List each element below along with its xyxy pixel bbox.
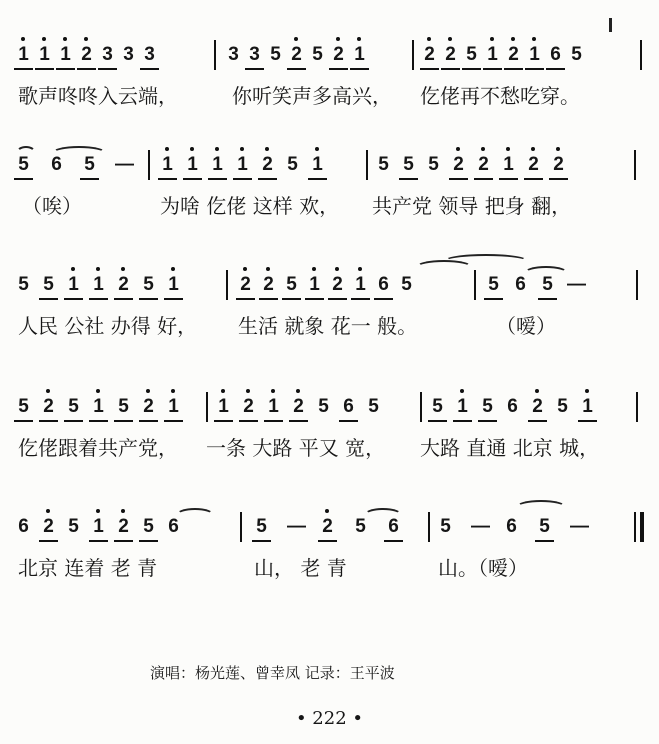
note: 5: [16, 396, 31, 418]
note: 5: [571, 44, 582, 65]
note-underline: [535, 540, 554, 542]
note-underline: [449, 178, 468, 180]
notation-row: [0, 266, 659, 302]
note-underline: [158, 178, 177, 180]
note-underline: [399, 178, 418, 180]
lyrics-row: [0, 80, 659, 112]
note: 2: [116, 274, 131, 296]
note: 1: [66, 274, 81, 296]
barline: [474, 270, 476, 300]
note: 1: [352, 44, 367, 66]
octave-dot: [427, 37, 431, 41]
note: 5: [16, 154, 31, 176]
octave-dot: [21, 37, 25, 41]
note: 2: [506, 44, 521, 66]
lyric-text: 北京 连着 老 青: [18, 556, 158, 580]
notation-row: [0, 388, 659, 424]
note-underline: [374, 298, 393, 300]
measure-10: [16, 388, 206, 424]
barline: [636, 392, 638, 422]
octave-dot: [271, 389, 275, 393]
note: 6: [386, 516, 401, 538]
note-underline: [56, 68, 75, 70]
note: 5: [68, 516, 79, 537]
barline: [634, 150, 636, 180]
note: 5: [355, 516, 366, 537]
octave-dot: [171, 389, 175, 393]
measure-12: [430, 388, 630, 424]
note: 2: [41, 516, 56, 538]
note: 5: [428, 154, 439, 175]
measure-2: [226, 36, 416, 72]
note: —: [471, 516, 490, 537]
measure-11: [216, 388, 406, 424]
note-underline: [549, 178, 568, 180]
note: 6: [506, 516, 517, 537]
note: 2: [320, 516, 335, 538]
note-underline: [164, 298, 183, 300]
note-underline: [289, 420, 308, 422]
note: 6: [515, 274, 526, 295]
measure-13: [16, 508, 226, 544]
octave-dot: [294, 37, 298, 41]
lyric-text: 你听笑声多高兴，: [232, 84, 392, 108]
note: 6: [51, 154, 62, 175]
octave-dot: [246, 389, 250, 393]
note-underline: [14, 178, 33, 180]
note: 6: [548, 44, 563, 66]
note: 2: [241, 396, 256, 418]
octave-dot: [325, 509, 329, 513]
score-line-2: [0, 146, 659, 236]
note-underline: [484, 298, 503, 300]
note: 5: [537, 516, 552, 538]
octave-dot: [121, 509, 125, 513]
note: 5: [41, 274, 56, 296]
note: 2: [291, 396, 306, 418]
note-underline: [428, 420, 447, 422]
note: 1: [16, 44, 31, 66]
note: 1: [91, 396, 106, 418]
note-underline: [546, 68, 565, 70]
note-underline: [214, 420, 233, 422]
note: 5: [66, 396, 81, 418]
measure-1: [16, 36, 206, 72]
note: —: [287, 516, 306, 537]
measure-3: [422, 36, 632, 72]
note-underline: [89, 298, 108, 300]
lyric-text: （唉）: [22, 194, 82, 218]
note-underline: [305, 298, 324, 300]
note: 1: [527, 44, 542, 66]
note: 1: [455, 396, 470, 418]
note: 5: [82, 154, 97, 176]
barline: [240, 512, 242, 542]
note: 5: [378, 154, 389, 175]
octave-dot: [481, 147, 485, 151]
note: 5: [284, 274, 299, 296]
octave-dot: [42, 37, 46, 41]
note-underline: [64, 298, 83, 300]
note: 5: [368, 396, 379, 417]
octave-dot: [448, 37, 452, 41]
note-underline: [89, 540, 108, 542]
note-underline: [504, 68, 523, 70]
octave-dot: [96, 509, 100, 513]
note-underline: [139, 540, 158, 542]
note-underline: [139, 298, 158, 300]
note: 5: [486, 274, 501, 296]
lyric-text: 共产党 领导 把身 翻，: [372, 194, 572, 218]
note: 5: [254, 516, 269, 538]
note: 1: [166, 274, 181, 296]
page-number: • 222 •: [295, 708, 364, 729]
barline: [206, 392, 208, 422]
octave-dot: [315, 147, 319, 151]
score-line-4: [0, 388, 659, 478]
octave-dot: [146, 389, 150, 393]
lyric-text: 歌声咚咚入云端，: [18, 84, 178, 108]
barline: [428, 512, 430, 542]
note: 2: [260, 154, 275, 176]
notation-row: [0, 508, 659, 544]
octave-dot: [215, 147, 219, 151]
octave-dot: [96, 267, 100, 271]
octave-dot: [46, 509, 50, 513]
note-underline: [462, 68, 481, 70]
note-underline: [39, 298, 58, 300]
note: 1: [37, 44, 52, 66]
note-underline: [578, 420, 597, 422]
note-underline: [35, 68, 54, 70]
note: 2: [476, 154, 491, 176]
note: 2: [41, 396, 56, 418]
octave-dot: [460, 389, 464, 393]
note: 5: [401, 154, 416, 176]
lyric-text: 山， 老 青: [254, 556, 347, 580]
lyrics-row: [0, 310, 659, 342]
note-underline: [239, 420, 258, 422]
final-barline: [640, 512, 644, 542]
octave-dot: [265, 147, 269, 151]
barline: [636, 270, 638, 300]
note: 3: [247, 44, 262, 66]
octave-dot: [240, 147, 244, 151]
note: 2: [443, 44, 458, 66]
octave-dot: [335, 267, 339, 271]
barline: [148, 150, 150, 180]
note: 1: [210, 154, 225, 176]
note-underline: [308, 178, 327, 180]
note-underline: [287, 68, 306, 70]
note: 2: [422, 44, 437, 66]
note-underline: [39, 540, 58, 542]
note: 3: [228, 44, 239, 65]
barline: [420, 392, 422, 422]
note: 1: [307, 274, 322, 296]
barline: [214, 40, 216, 70]
note-underline: [420, 68, 439, 70]
octave-dot: [358, 267, 362, 271]
octave-dot: [511, 37, 515, 41]
note: 2: [331, 44, 346, 66]
note-underline: [483, 68, 502, 70]
note-underline: [538, 298, 557, 300]
note: 5: [18, 274, 29, 295]
octave-dot: [171, 267, 175, 271]
lyric-text: 大路 直通 北京 城，: [420, 436, 600, 460]
note: 5: [116, 396, 131, 418]
note-underline: [252, 540, 271, 542]
note: 5: [557, 396, 568, 417]
lyric-text: 人民 公社 办得 好，: [18, 314, 198, 338]
octave-dot: [266, 267, 270, 271]
note-underline: [139, 420, 158, 422]
note-underline: [114, 540, 133, 542]
octave-dot: [535, 389, 539, 393]
measure-8: [238, 266, 462, 302]
note-underline: [441, 68, 460, 70]
octave-dot: [296, 389, 300, 393]
octave-dot: [165, 147, 169, 151]
note: 6: [341, 396, 356, 418]
note: 6: [507, 396, 518, 417]
score-line-1: [0, 36, 659, 126]
note: —: [570, 516, 589, 537]
note: 2: [238, 274, 253, 296]
measure-4: [16, 146, 134, 182]
lyrics-row: [0, 190, 659, 222]
octave-dot: [556, 147, 560, 151]
octave-dot: [243, 267, 247, 271]
note: 5: [440, 516, 451, 537]
note: 1: [166, 396, 181, 418]
note-underline: [339, 420, 358, 422]
lyric-text: 仡佬再不愁吃穿。: [420, 84, 580, 108]
score-line-5: [0, 508, 659, 598]
note-underline: [114, 298, 133, 300]
note-underline: [524, 178, 543, 180]
note: 1: [310, 154, 325, 176]
note-underline: [264, 420, 283, 422]
note: 6: [376, 274, 391, 296]
note-underline: [114, 420, 133, 422]
note: 5: [318, 396, 329, 417]
note: 2: [530, 396, 545, 418]
barline: [640, 40, 642, 70]
note-underline: [525, 68, 544, 70]
note: 2: [141, 396, 156, 418]
octave-dot: [532, 37, 536, 41]
note: 5: [430, 396, 445, 418]
note-underline: [259, 298, 278, 300]
lyric-text: 一条 大路 平又 宽，: [206, 436, 386, 460]
lyrics-row: [0, 432, 659, 464]
note: 5: [141, 516, 156, 538]
octave-dot: [84, 37, 88, 41]
note: 5: [540, 274, 555, 296]
note: 1: [353, 274, 368, 296]
note-underline: [478, 420, 497, 422]
measure-5: [160, 146, 350, 182]
note-underline: [328, 298, 347, 300]
note-underline: [384, 540, 403, 542]
note: 5: [480, 396, 495, 418]
lyric-text: 生活 就象 花一 般。: [238, 314, 418, 338]
note: 2: [116, 516, 131, 538]
octave-dot: [531, 147, 535, 151]
note: 1: [501, 154, 516, 176]
note: 5: [312, 44, 323, 65]
note-underline: [14, 420, 33, 422]
note-underline: [528, 420, 547, 422]
note: —: [567, 274, 586, 295]
octave-dot: [71, 267, 75, 271]
note-underline: [236, 298, 255, 300]
octave-dot: [96, 389, 100, 393]
note-underline: [474, 178, 493, 180]
note: 6: [18, 516, 29, 537]
note: 1: [91, 516, 106, 538]
note-underline: [14, 68, 33, 70]
note-underline: [183, 178, 202, 180]
notation-row: [0, 36, 659, 72]
note: 3: [142, 44, 157, 66]
note-underline: [89, 420, 108, 422]
note-underline: [351, 298, 370, 300]
barline: [366, 150, 368, 180]
note-underline: [350, 68, 369, 70]
note-underline: [499, 178, 518, 180]
octave-dot: [63, 37, 67, 41]
octave-dot: [121, 267, 125, 271]
note-underline: [329, 68, 348, 70]
lyric-text: （嗳）: [496, 314, 556, 338]
note-underline: [140, 68, 159, 70]
note-underline: [208, 178, 227, 180]
octave-dot: [190, 147, 194, 151]
note: 2: [261, 274, 276, 296]
octave-dot: [585, 389, 589, 393]
note: 1: [160, 154, 175, 176]
octave-dot: [221, 389, 225, 393]
octave-dot: [336, 37, 340, 41]
note: 3: [100, 44, 115, 66]
note: 5: [141, 274, 156, 296]
note: 5: [464, 44, 479, 66]
note: 5: [401, 274, 412, 295]
note-underline: [80, 178, 99, 180]
note: 1: [580, 396, 595, 418]
note-underline: [245, 68, 264, 70]
octave-dot: [46, 389, 50, 393]
measure-9: [486, 266, 616, 302]
note-underline: [258, 178, 277, 180]
note: 1: [91, 274, 106, 296]
lyric-text: 山。（嗳）: [438, 556, 528, 580]
note-underline: [64, 420, 83, 422]
octave-dot: [506, 147, 510, 151]
note: 1: [485, 44, 500, 66]
note-underline: [453, 420, 472, 422]
note-underline: [318, 540, 337, 542]
note: —: [115, 154, 134, 175]
octave-dot: [490, 37, 494, 41]
note-underline: [282, 298, 301, 300]
score-line-3: [0, 266, 659, 356]
note: 2: [526, 154, 541, 176]
note: 2: [451, 154, 466, 176]
note: 5: [287, 154, 298, 175]
credits: 演唱：杨光莲、曾幸凤 记录：王平波: [150, 664, 395, 682]
note: 2: [289, 44, 304, 66]
measure-14: [254, 508, 414, 544]
lyrics-row: [0, 552, 659, 584]
measure-6: [376, 146, 608, 182]
barline: [634, 512, 636, 542]
note: 6: [168, 516, 179, 537]
note-underline: [98, 68, 117, 70]
note: 1: [185, 154, 200, 176]
note: 1: [216, 396, 231, 418]
note: 2: [330, 274, 345, 296]
octave-dot: [357, 37, 361, 41]
lyric-text: 为啥 仡佬 这样 欢，: [160, 194, 340, 218]
lyric-text: 仡佬跟着共产党，: [18, 436, 178, 460]
note-underline: [233, 178, 252, 180]
octave-dot: [456, 147, 460, 151]
note: 1: [266, 396, 281, 418]
note: 3: [123, 44, 134, 65]
note: 2: [79, 44, 94, 66]
note: 1: [58, 44, 73, 66]
note: 5: [270, 44, 281, 65]
note-underline: [77, 68, 96, 70]
note: 1: [235, 154, 250, 176]
note-underline: [164, 420, 183, 422]
note: 2: [551, 154, 566, 176]
notation-row: [0, 146, 659, 182]
measure-7: [16, 266, 216, 302]
measure-15: [438, 508, 618, 544]
barline: [412, 40, 414, 70]
page-mark: [609, 18, 612, 32]
octave-dot: [312, 267, 316, 271]
barline: [226, 270, 228, 300]
note-underline: [39, 420, 58, 422]
